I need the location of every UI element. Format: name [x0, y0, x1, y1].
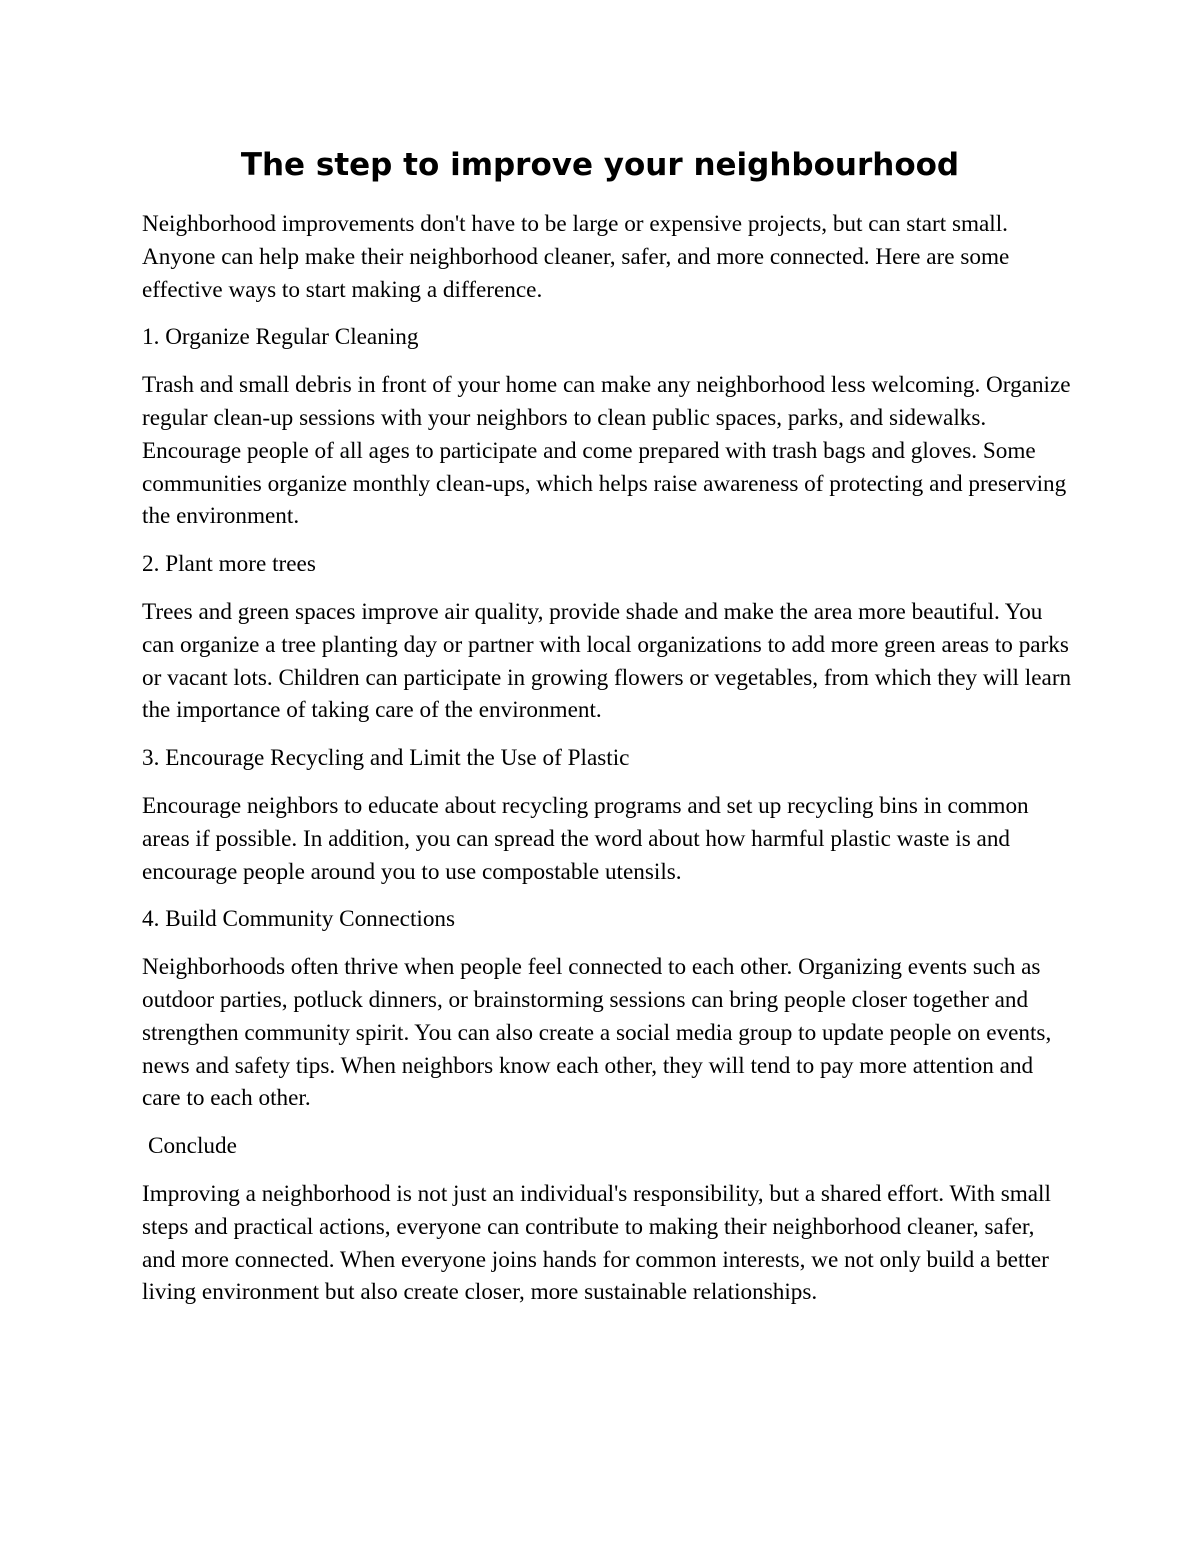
section-body-recycling: Encourage neighbors to educate about recycling programs and set up recycling bins in common areas if possible. In addition, you can spread the word about how harmful plastic waste is and encourage people around you to use compostable utensils. [142, 792, 1029, 885]
section-body-trees: Trees and green spaces improve air quality, provide shade and make the area more beautiful. You can organize a tree planting day or partner with local organizations to add more green areas to parks or vacant lots. Children can participate in growing flowers or vegetables, from which they will learn the importance of taking care of the environment. [142, 598, 1072, 724]
document-body [142, 208, 1072, 1324]
section-heading-recycling: 3. Encourage Recycling and Limit the Use of Plastic [142, 745, 630, 772]
section-heading-cleaning: 1. Organize Regular Cleaning [142, 324, 419, 351]
intro-paragraph: Neighborhood improvements don't have to be large or expensive projects, but can start small. Anyone can help make their neighborhood cleaner, safer, and more connected. Here are some effective ways to start making a difference. [142, 211, 1010, 303]
conclusion-heading: Conclude [148, 1133, 237, 1160]
page-title: The step to improve your neighbourhood [240, 147, 960, 183]
section-heading-trees: 2. Plant more trees [142, 551, 316, 578]
conclusion-paragraph: Improving a neighborhood is not just an individual's responsibility, but a shared effort. With small steps and practical actions, everyone can contribute to making their neighborhood cleaner, safer, and more connected. When everyone joins hands for common interests, we not only build a better living environment but also create closer, more sustainable relationships. [142, 1180, 1051, 1306]
section-heading-community: 4. Build Community Connections [142, 906, 456, 933]
section-body-community: Neighborhoods often thrive when people feel connected to each other. Organizing events such as outdoor parties, potluck dinners, or brainstorming sessions can bring people closer together and strengthen community spirit. You can also create a social media group to update people on events, news and safety tips. When neighbors know each other, they will tend to pay more attention and care to each other. [142, 954, 1052, 1112]
section-body-cleaning: Trash and small debris in front of your home can make any neighborhood less welcoming. Organize regular clean-up sessions with your neighbors to clean public spaces, parks, and sidewalks. Encourage people of all ages to participate and come prepared with trash bags and gloves. Some communities organize monthly clean-ups, which helps raise awareness of protecting and preserving the environment. [142, 372, 1071, 530]
